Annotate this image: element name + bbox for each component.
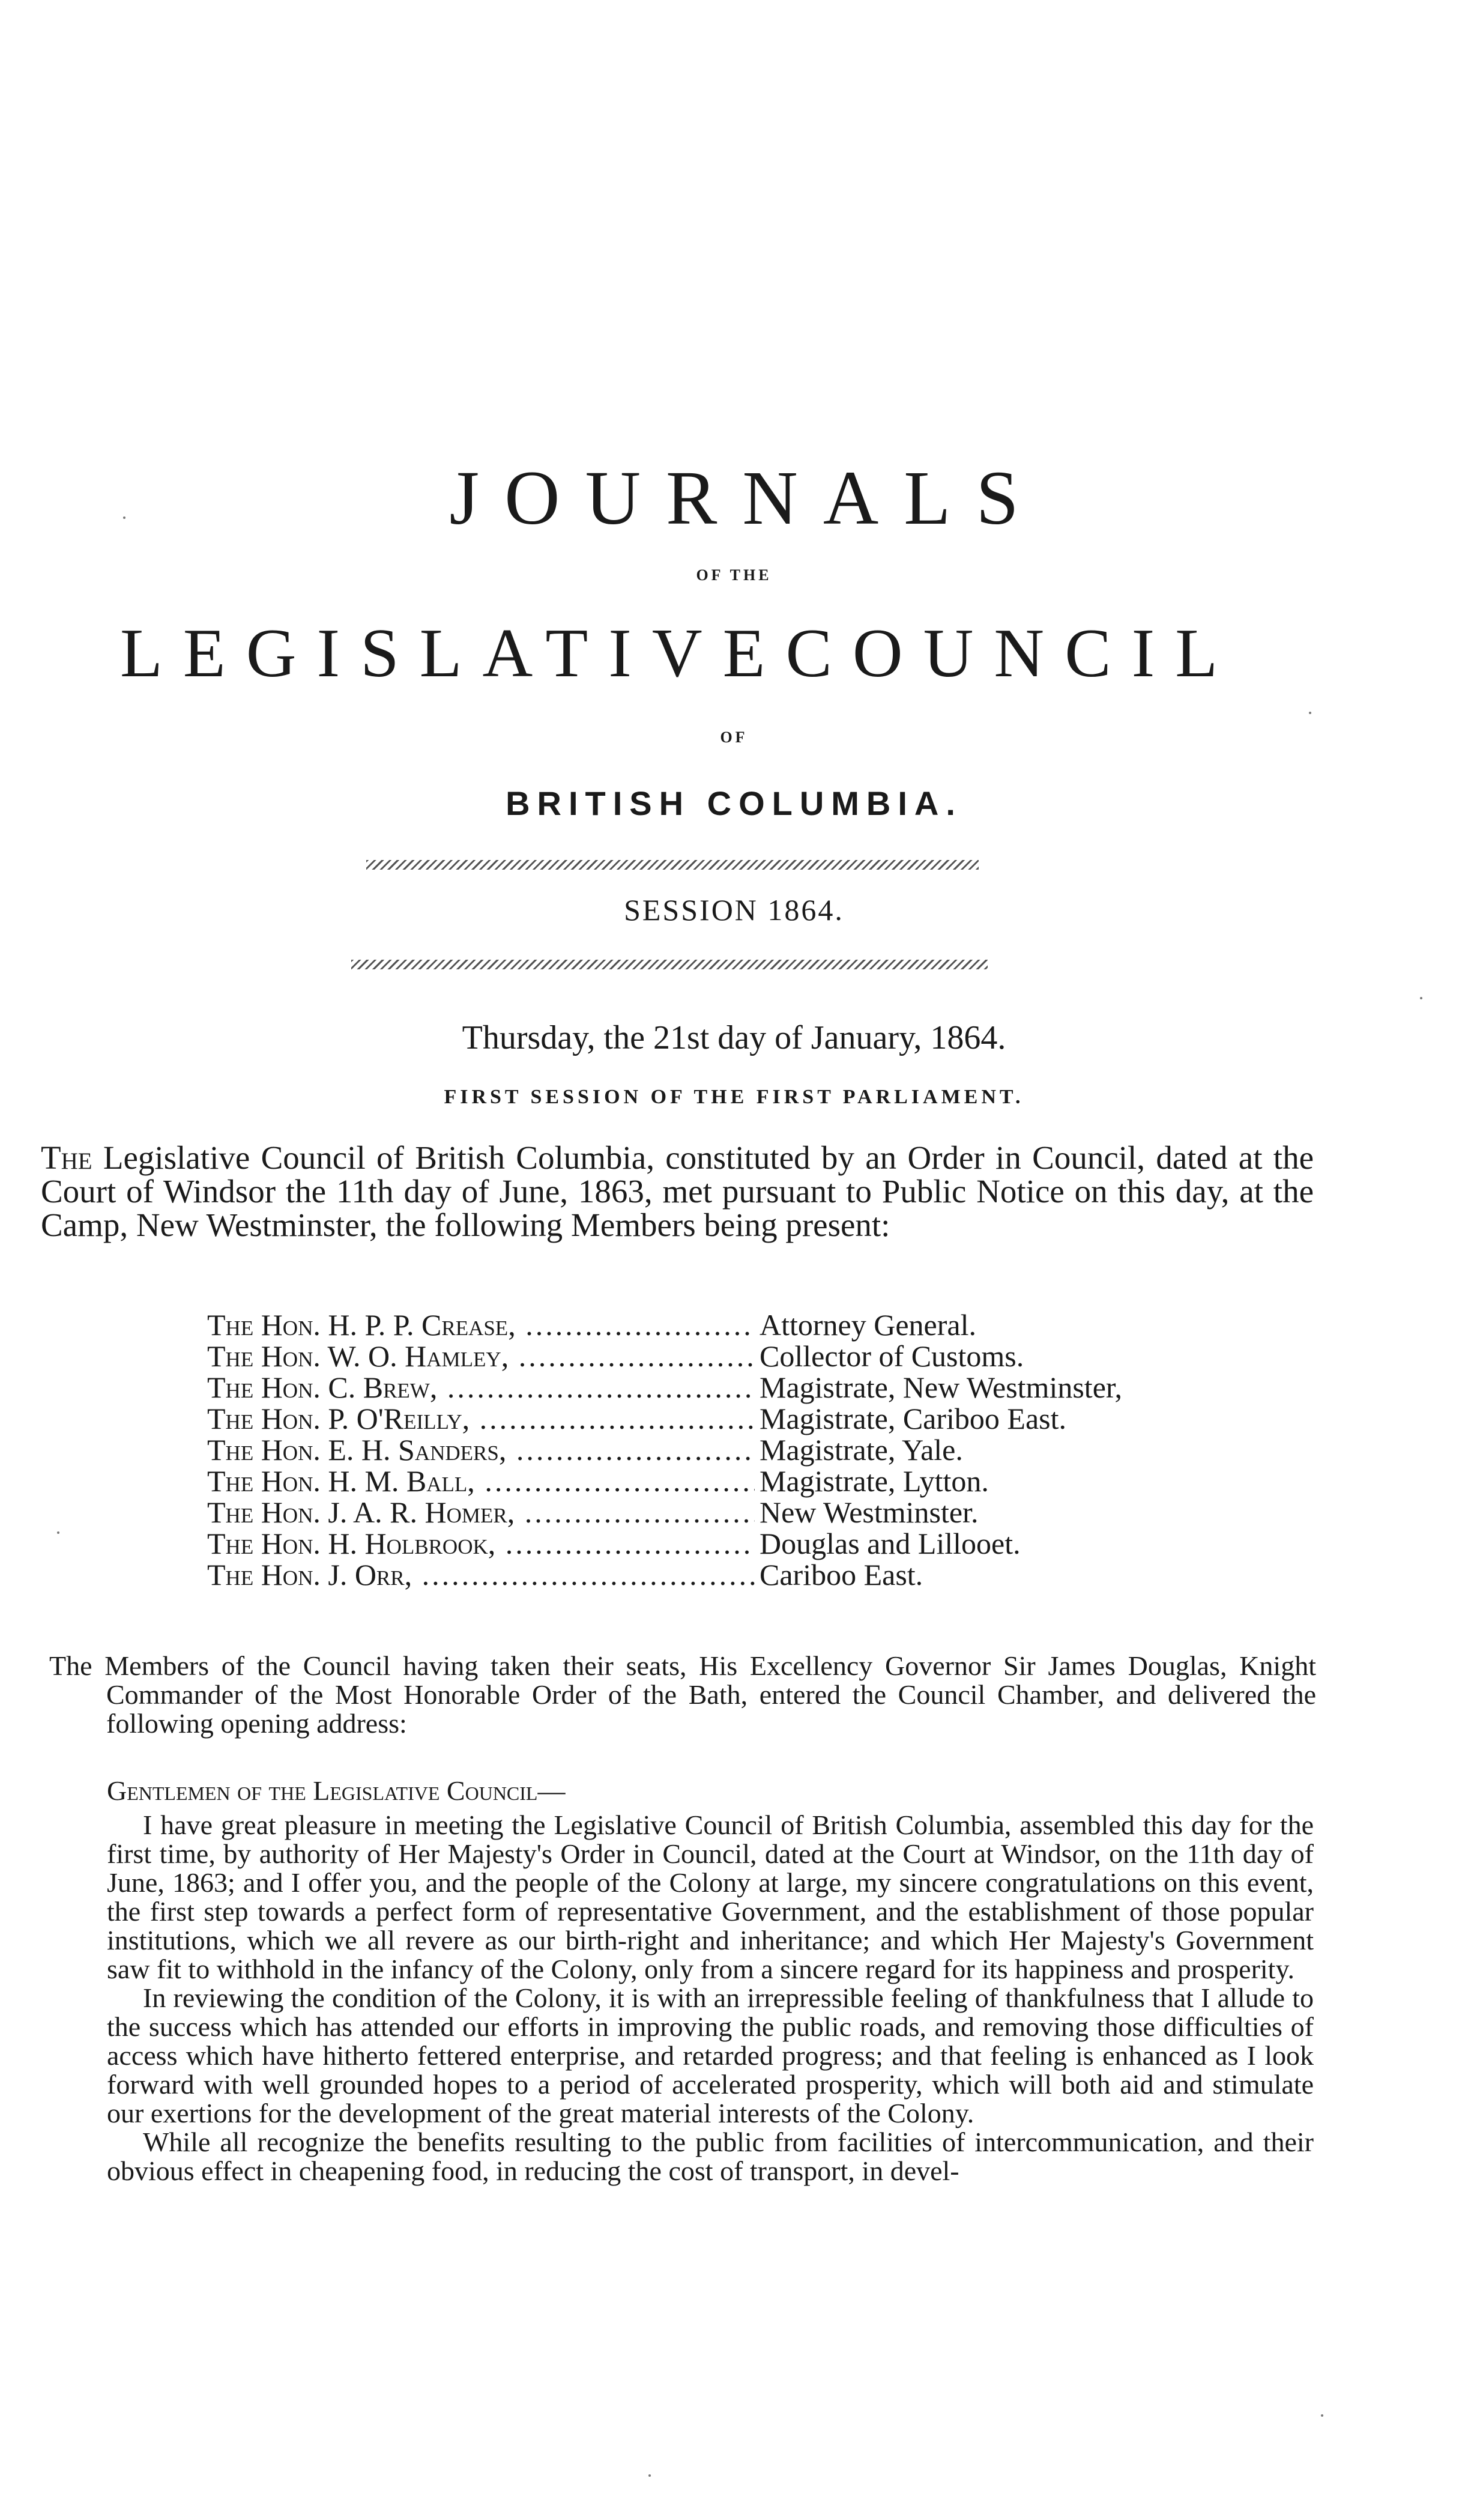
speech-paragraph: While all recognize the benefits resulting to the public from facilities of intercommunication, and their obvious effect in cheapening food, in reducing the cost of transport, in devel- <box>107 2127 1314 2186</box>
member-name: The Hon. H. Holbrook, ..... <box>207 1528 755 1559</box>
member-row <box>207 1309 1288 1340</box>
scan-speckle <box>57 1531 59 1534</box>
address-intro-text: The Members of the Council having taken their seats, His Excellency Governor Sir James Douglas, Knight Commander of the Most Honorable Order of the Bath, entered the Council Chamber, and delivered the following opening address: <box>49 1650 1316 1739</box>
member-name: The Hon. H. M. Ball, ..... <box>207 1465 755 1497</box>
member-name: The Hon. C. Brew, ..... <box>207 1372 755 1403</box>
wavy-rule-top <box>366 860 979 870</box>
scan-speckle <box>123 516 125 519</box>
scan-speckle <box>1309 712 1311 714</box>
member-role: Attorney General. <box>760 1308 976 1342</box>
session-heading: SESSION 1864. <box>624 893 844 927</box>
member-row <box>207 1559 1288 1590</box>
of-label: OF <box>720 728 748 746</box>
council-title-word-1: LEGISLATIVE <box>120 615 786 692</box>
member-role: New Westminster. <box>760 1495 979 1529</box>
intro-text: Legislative Council of British Columbia, constituted by an Order in Council, dated at the Court of Windsor the 11th day of June, 1863, met pursuant to Public Notice on this day, at the Camp, New Westminster, the following Members being present: <box>41 1139 1314 1243</box>
member-row <box>207 1465 1288 1497</box>
of-the-label: OF THE <box>696 566 772 584</box>
speech-paragraph: I have great pleasure in meeting the Legislative Council of British Columbia, assembled this day for the first time, by authority of Her Majesty's Order in Council, dated at the Court at Windsor, on the 11th day of June, 1863; and I offer you, and the people of the Colony at large, my sincere congratulations on this event, the first step towards a perfect form of representative Government, and the establishment of those popular institutions, which we all revere as our birth-right and inheritance; and which Her Majesty's Government saw fit to withhold in the infancy of the Colony, only from a sincere regard for its happiness and prosperity. <box>107 1810 1314 1984</box>
salutation: Gentlemen of the Legislative Council— <box>107 1775 566 1806</box>
member-row <box>207 1528 1288 1559</box>
wavy-rule-bottom <box>351 960 988 969</box>
intro-first-word: The <box>41 1139 92 1176</box>
member-role: Cariboo East. <box>760 1558 923 1592</box>
journal-title: JOURNALS <box>449 455 1044 541</box>
scan-speckle <box>1321 2414 1323 2417</box>
member-name: The Hon. W. O. Hamley, ..... <box>207 1340 755 1372</box>
member-row <box>207 1434 1288 1465</box>
dateline: Thursday, the 21st day of January, 1864. <box>462 1019 1006 1056</box>
member-role: Magistrate, Cariboo East. <box>760 1402 1066 1435</box>
member-row <box>207 1372 1288 1403</box>
member-name: The Hon. J. A. R. Homer, ..... <box>207 1497 755 1528</box>
member-name: The Hon. H. P. P. Crease, ..... <box>207 1309 755 1340</box>
scan-speckle <box>1420 997 1422 999</box>
member-row <box>207 1403 1288 1434</box>
member-role: Magistrate, Lytton. <box>760 1464 989 1498</box>
member-row <box>207 1497 1288 1528</box>
member-name: The Hon. E. H. Sanders, ..... <box>207 1434 755 1465</box>
council-title <box>120 615 1239 692</box>
member-role: Magistrate, New Westminster, <box>760 1371 1123 1404</box>
member-role: Collector of Customs. <box>760 1339 1024 1373</box>
address-intro-paragraph <box>49 1652 1316 1738</box>
members-list <box>207 1309 1288 1590</box>
speech-body <box>107 1811 1314 2185</box>
member-name: The Hon. P. O'Reilly, ..... <box>207 1403 755 1434</box>
intro-paragraph <box>41 1141 1314 1242</box>
member-role: Magistrate, Yale. <box>760 1433 963 1467</box>
council-title-word-2: COUNCIL <box>785 615 1239 692</box>
jurisdiction-title: BRITISH COLUMBIA. <box>506 784 962 822</box>
speech-paragraph: In reviewing the condition of the Colony, it is with an irrepressible feeling of thankfulness that I allude to the success which has attended our efforts in improving the public roads, and removing those difficulties of access which have hitherto fettered enterprise, and retarded progress; and that feeling is enhanced as I look forward with well grounded hopes to a period of accelerated prosperity, which will both aid and stimulate our exertions for the development of the great material interests of the Colony. <box>107 1982 1314 2128</box>
member-row <box>207 1340 1288 1372</box>
scan-speckle <box>648 2474 651 2477</box>
member-name: The Hon. J. Orr, ..... <box>207 1559 755 1590</box>
first-session-heading: FIRST SESSION OF THE FIRST PARLIAMENT. <box>444 1086 1024 1108</box>
member-role: Douglas and Lillooet. <box>760 1527 1021 1560</box>
